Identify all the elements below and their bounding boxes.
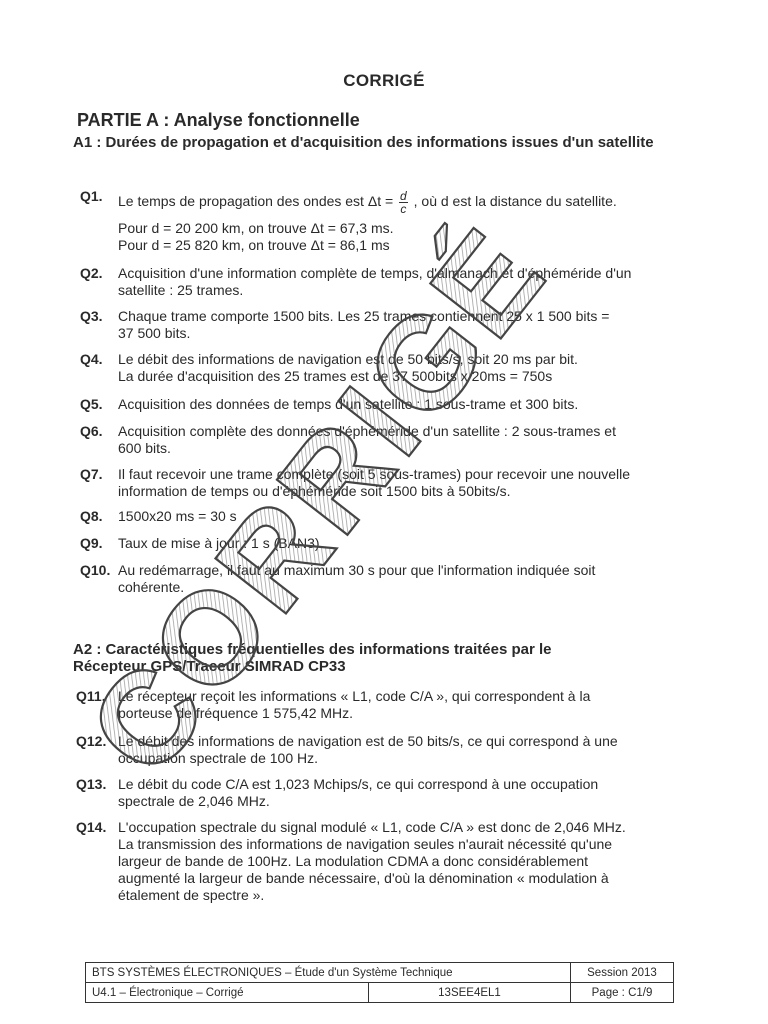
q1-text-pre: Le temps de propagation des ondes est Δt = (118, 193, 394, 209)
section-a2-line1: A2 : Caractéristiques fréquentielles des informations traitées par le (73, 641, 552, 658)
q11-line2: porteuse de fréquence 1 575,42 MHz. (118, 705, 354, 721)
q1-line2: Pour d = 20 200 km, on trouve Δt = 67,3 ms. (118, 219, 394, 236)
q8-line1: 1500x20 ms = 30 s (118, 508, 237, 524)
q10-line1: Au redémarrage, il faut au maximum 30 s pour que l'information indiquée soit (118, 562, 596, 578)
q4-line2: La durée d'acquisition des 25 trames est de 37 500bits x 20ms = 750s (118, 368, 553, 384)
question-number: Q4. (80, 351, 103, 367)
fraction-denominator: c (400, 201, 407, 216)
footer-unit: U4.1 – Électronique – Corrigé (86, 983, 369, 1003)
q3-line2: 37 500 bits. (118, 325, 191, 341)
page-title: CORRIGÉ (343, 71, 425, 90)
q4-line1: Le débit des informations de navigation est de 50 bits/s, soit 20 ms par bit. (118, 351, 578, 367)
question-q3 (80, 308, 680, 342)
q14-line5: étalement de spectre ». (118, 887, 265, 903)
q12-line2: occupation spectrale de 100 Hz. (118, 750, 319, 766)
question-q12 (76, 733, 676, 767)
question-number: Q14. (76, 819, 107, 835)
question-number: Q1. (80, 188, 103, 204)
question-number: Q9. (80, 535, 103, 551)
question-q8 (80, 508, 680, 525)
section-a1-heading: A1 : Durées de propagation et d'acquisition des informations issues d'un satellite (73, 134, 654, 151)
q9-line1: Taux de mise à jour : 1 s (BAN3) (118, 535, 320, 551)
question-q7 (80, 466, 680, 500)
footer-code: 13SEE4EL1 (369, 983, 571, 1003)
section-a2-heading (73, 641, 703, 675)
q14-line1: L'occupation spectrale du signal modulé « L1, code C/A » est donc de 2,046 MHz. (118, 819, 626, 835)
q11-line1: Le récepteur reçoit les informations « L1, code C/A », qui correspondent à la (118, 688, 591, 704)
footer-exam: BTS SYSTÈMES ÉLECTRONIQUES – Étude d'un Système Technique (86, 963, 571, 983)
question-number: Q10. (80, 562, 111, 578)
question-number: Q7. (80, 466, 103, 482)
question-q9 (80, 535, 680, 552)
question-number: Q3. (80, 308, 103, 324)
q13-line2: spectrale de 2,046 MHz. (118, 793, 270, 809)
section-a2-line2: Récepteur GPS/Traceur SIMRAD CP33 (73, 658, 346, 675)
q10-line2: cohérente. (118, 579, 185, 595)
propagation-fraction (399, 190, 408, 215)
q1-line3: Pour d = 25 820 km, on trouve Δt = 86,1 ms (118, 236, 390, 253)
q6-line1: Acquisition complète des données d'éphéméride d'un satellite : 2 sous-trames et (118, 423, 616, 439)
question-number: Q2. (80, 265, 103, 281)
fraction-numerator: d (400, 188, 407, 203)
q2-line2: satellite : 25 trames. (118, 282, 244, 298)
q5-line1: Acquisition des données de temps d'un satellite : 1 sous-trame et 300 bits. (118, 396, 579, 412)
q3-line1: Chaque trame comporte 1500 bits. Les 25 trames contiennent 25 x 1 500 bits = (118, 308, 610, 324)
q6-line2: 600 bits. (118, 440, 171, 456)
footer-session: Session 2013 (571, 963, 674, 983)
q14-line4: augmenté la largeur de bande nécessaire, d'où la dénomination « modulation à (118, 870, 609, 886)
question-number: Q6. (80, 423, 103, 439)
question-number: Q12. (76, 733, 107, 749)
question-q5 (80, 396, 680, 413)
question-q11 (76, 688, 676, 722)
question-q13 (76, 776, 676, 810)
question-q14 (76, 819, 676, 904)
q7-line2: information de temps ou d'éphéméride soit 1500 bits à 50bits/s. (118, 483, 511, 499)
q7-line1: Il faut recevoir une trame complète (soit 5 sous-trames) pour recevoir une nouvelle (118, 466, 631, 482)
q1-text-post: , où d est la distance du satellite. (413, 193, 617, 209)
question-q4 (80, 351, 680, 385)
question-number: Q11. (76, 688, 106, 704)
question-number: Q5. (80, 396, 103, 412)
question-q6 (80, 423, 680, 457)
q14-line3: largeur de bande de 100Hz. La modulation CDMA a donc considérablement (118, 853, 589, 869)
footer-table (85, 962, 674, 1003)
q12-line1: Le débit des informations de navigation est de 50 bits/s, ce qui correspond à une (118, 733, 618, 749)
footer-page: Page : C1/9 (571, 983, 674, 1003)
q13-line1: Le débit du code C/A est 1,023 Mchips/s, ce qui correspond à une occupation (118, 776, 599, 792)
q2-line1: Acquisition d'une information complète de temps, d'almanach et d'éphéméride d'un (118, 265, 632, 281)
q14-line2: La transmission des informations de navigation seules n'aurait nécessité qu'une (118, 836, 613, 852)
question-number: Q8. (80, 508, 103, 524)
question-q10 (80, 562, 680, 596)
question-number: Q13. (76, 776, 107, 792)
part-heading: PARTIE A : Analyse fonctionnelle (77, 110, 360, 130)
question-q1 (80, 188, 680, 254)
question-q2 (80, 265, 680, 299)
